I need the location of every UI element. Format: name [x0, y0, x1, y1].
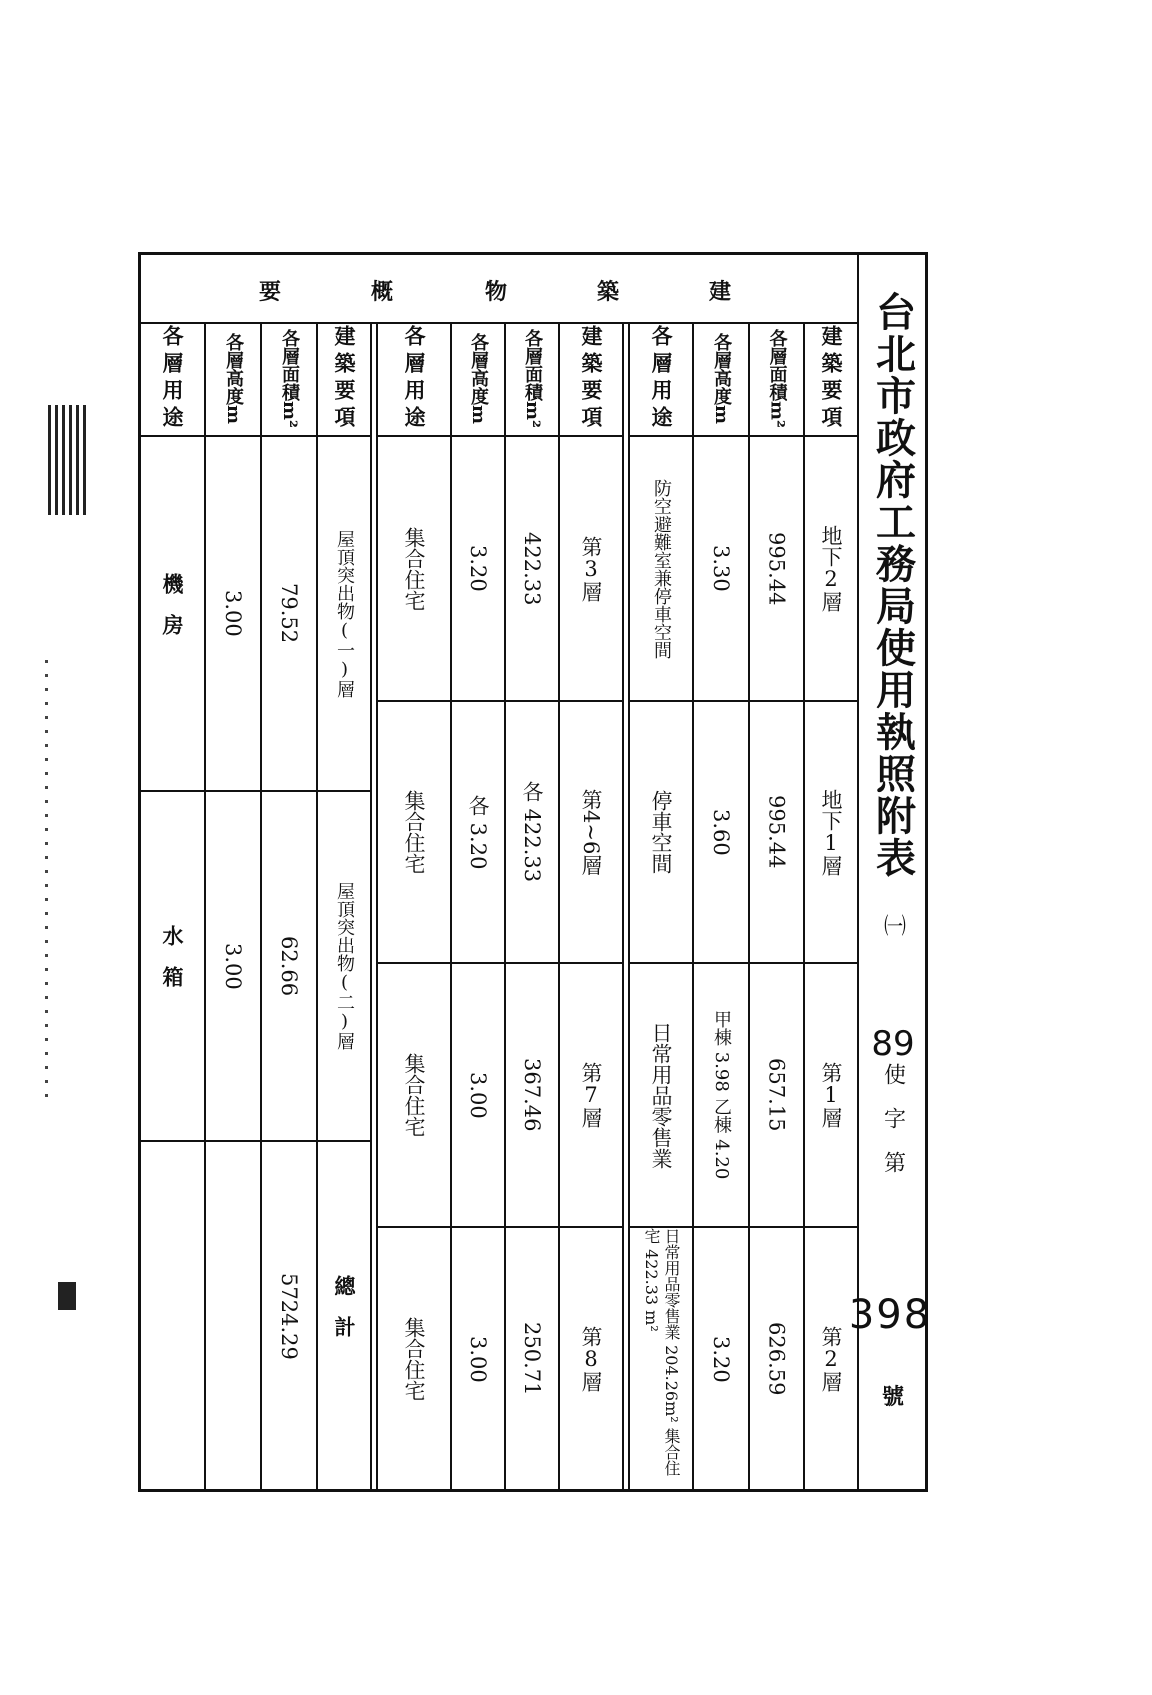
b2-row-label-area: 各層面積m² — [522, 329, 543, 428]
section-label-2: 築 — [596, 278, 619, 305]
b1-floor-3: 第1層 — [819, 1062, 843, 1128]
b3-height-1: 3.00 — [221, 590, 245, 637]
doc-kind-text: 使 — [880, 1063, 906, 1107]
binder-mark-top — [48, 405, 88, 515]
b2-height-1: 3.20 — [466, 545, 490, 592]
binder-mark-dots — [45, 660, 48, 1100]
b3-total-area: 5724.29 — [277, 1272, 301, 1360]
block-separator-2b — [370, 322, 372, 1492]
b1-area-4: 626.59 — [764, 1322, 789, 1396]
b1-area-3: 657.15 — [764, 1058, 789, 1132]
b3-total-label: 總計 — [332, 1275, 357, 1357]
b2-header-label: 建築要項 — [579, 324, 604, 433]
b1-use-3: 日常用品零售業 — [649, 1021, 673, 1169]
b3-row-label-use: 各層用途 — [160, 324, 185, 433]
b1-area-2: 995.44 — [764, 795, 789, 869]
b1-row-label-height: 各層高度m — [711, 332, 732, 425]
b2-row-label-height: 各層高度m — [468, 332, 489, 425]
b3-use-1: 機房 — [160, 572, 185, 655]
b2-floor-4: 第8層 — [579, 1326, 603, 1392]
b3-use-2: 水箱 — [160, 925, 185, 1007]
doc-char-text: 字 — [880, 1107, 906, 1151]
b1-floor-2: 地下1層 — [819, 788, 843, 876]
b1-height-2: 3.60 — [709, 808, 733, 856]
section-label-4: 概 — [370, 278, 393, 305]
block-separator-1b — [622, 322, 624, 1492]
b1-row-label-use: 各層用途 — [649, 324, 674, 433]
title-suffix: ㈠ — [880, 914, 906, 936]
b2-area-1: 422.33 — [520, 531, 544, 606]
doc-ordinal-text: 第 — [880, 1151, 906, 1195]
b2-row-label-use: 各層用途 — [402, 324, 427, 433]
b3-row-label-area: 各層面積m² — [279, 329, 300, 428]
b2-height-4: 3.00 — [466, 1335, 490, 1383]
page-title: 台北市政府工務局使用執照附表 — [869, 291, 917, 879]
b2-use-2: 集合住宅 — [402, 790, 426, 874]
b1-height-1: 3.30 — [709, 545, 733, 592]
b2-area-2: 各 422.33 — [520, 781, 544, 883]
b3-area-2: 62.66 — [277, 935, 301, 997]
b1-header-label: 建築要項 — [819, 324, 844, 433]
b1-use-2: 停車空間 — [649, 790, 673, 874]
section-label-3: 物 — [484, 278, 507, 305]
b2-floor-2: 第4~6層 — [579, 788, 603, 876]
doc-kind — [862, 1064, 924, 1194]
doc-unit: 號 — [881, 1383, 904, 1410]
b3-row-label-height: 各層高度m — [223, 332, 244, 425]
binder-mark-bottom — [58, 1282, 76, 1310]
b2-floor-3: 第7層 — [579, 1062, 603, 1128]
b2-area-3: 367.46 — [520, 1058, 544, 1132]
b3-floor-2: 屋頂突出物(二)層 — [334, 882, 355, 1050]
section-label-5: 要 — [258, 278, 281, 305]
b2-area-4: 250.71 — [520, 1322, 544, 1396]
b2-use-1: 集合住宅 — [402, 526, 426, 611]
b1-height-3: 甲棟 3.98 乙棟 4.20 — [711, 1010, 732, 1180]
doc-year: 89 — [871, 1024, 915, 1064]
b2-use-3: 集合住宅 — [402, 1053, 426, 1137]
b1-row-label-area: 各層面積m² — [766, 329, 788, 428]
doc-number: 398 — [848, 1292, 932, 1338]
b3-floor-1: 屋頂突出物(一)層 — [334, 529, 355, 698]
b3-header-label: 建築要項 — [332, 324, 357, 433]
b1-use-1: 防空避難室兼停車空間 — [651, 478, 672, 659]
b1-floor-1: 地下2層 — [819, 525, 843, 612]
b2-use-4: 集合住宅 — [402, 1317, 426, 1401]
b2-height-2: 各 3.20 — [466, 794, 490, 870]
b1-height-4: 3.20 — [709, 1335, 733, 1383]
section-label-1: 建 — [708, 278, 731, 305]
b3-area-1: 79.52 — [277, 583, 301, 644]
b1-floor-4: 第2層 — [819, 1326, 843, 1392]
b2-height-3: 3.00 — [466, 1071, 490, 1119]
b1-use-4: 日常用品零售業 204.26m² 集合住宅 422.33 m² — [642, 1228, 681, 1476]
b1-area-1: 995.44 — [764, 531, 789, 606]
b3-height-2: 3.00 — [221, 942, 245, 990]
b2-floor-1: 第3層 — [579, 535, 603, 602]
